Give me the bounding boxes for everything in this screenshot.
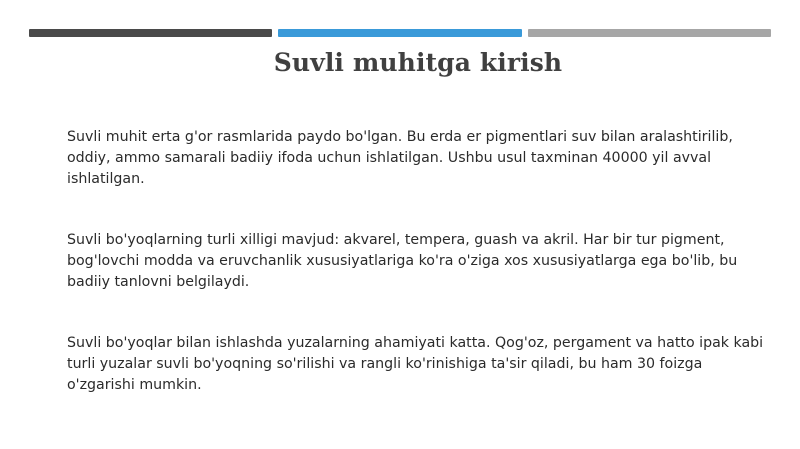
accent-bar-gray [528,29,771,37]
paragraph-line: ishlatilgan. [67,171,145,187]
paragraph-line: Suvli bo'yoqlar bilan ishlashda yuzalarning ahamiyati katta. Qog'oz, pergament va hatto ipak kabi [67,335,764,351]
paragraph-line: Suvli bo'yoqlarning turli xilligi mavjud: akvarel, tempera, guash va akril. Har bir tur pigment, [67,232,725,248]
paragraph-1 [67,127,777,190]
accent-bar-blue [278,29,522,37]
paragraph-line: badiiy tanlovni belgilaydi. [67,274,250,290]
slide-title: Suvli muhitga kirish [273,48,563,77]
accent-bar-dark [29,29,272,37]
paragraph-line: o'zgarishi mumkin. [67,377,202,393]
paragraph-2 [67,230,777,293]
paragraph-line: turli yuzalar suvli bo'yoqning so'rilishi va rangli ko'rinishiga ta'sir qiladi, bu ham 30 foizga [67,356,703,372]
paragraph-line: oddiy, ammo samarali badiiy ifoda uchun ishlatilgan. Ushbu usul taxminan 40000 yil avval [67,150,712,166]
paragraph-3 [67,333,777,396]
paragraph-line: Suvli muhit erta g'or rasmlarida paydo bo'lgan. Bu erda er pigmentlari suv bilan aralashtirilib, [67,129,733,145]
paragraph-line: bog'lovchi modda va eruvchanlik xususiyatlariga ko'ra o'ziga xos xususiyatlarga ega bo'lib, bu [67,253,738,269]
